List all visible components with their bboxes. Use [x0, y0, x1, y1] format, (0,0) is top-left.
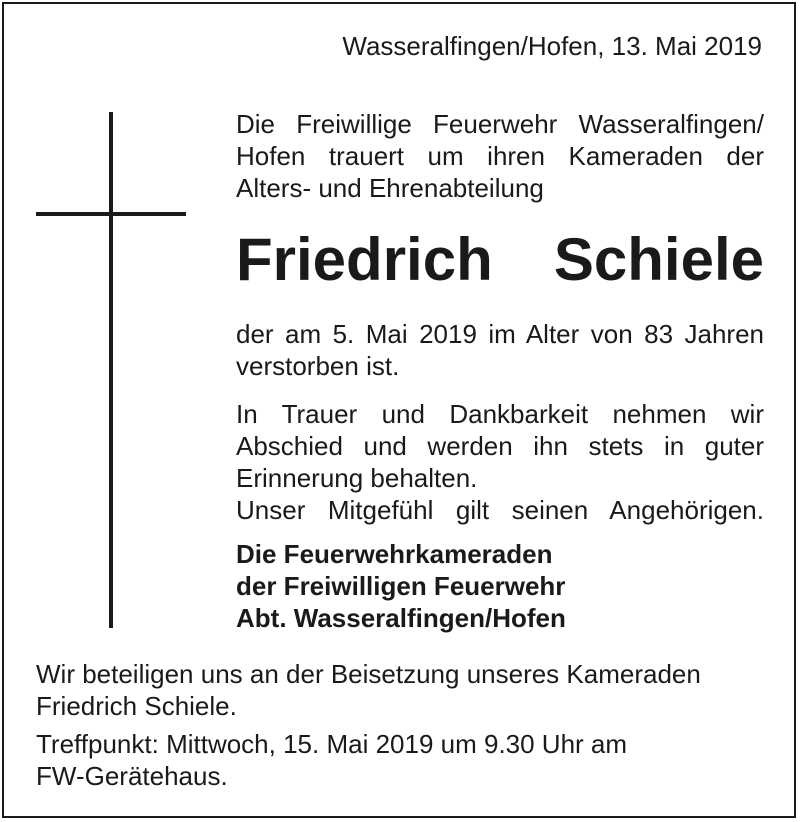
intro-text	[236, 108, 764, 204]
intro-line: Die Freiwillige Feuerwehr Wasseralfingen/	[236, 109, 764, 139]
death-text	[236, 318, 764, 382]
funeral-line: Friedrich Schiele.	[36, 691, 237, 721]
signature-line: der Freiwilligen Feuerwehr	[236, 571, 566, 601]
dateline: Wasseralfingen/Hofen, 13. Mai 2019	[342, 31, 762, 61]
meeting-line: FW-Gerätehaus.	[36, 761, 228, 791]
intro-line: Hofen trauert um ihren Kameraden der	[236, 141, 764, 171]
signature	[236, 538, 764, 634]
cross-icon-vertical	[109, 112, 113, 628]
signature-line: Abt. Wasseralfingen/Hofen	[236, 603, 566, 633]
death-line: der am 5. Mai 2019 im Alter von 83 Jahren	[236, 319, 764, 349]
farewell-line: Abschied und werden ihn stets in guter	[236, 431, 764, 461]
farewell-line: In Trauer und Dankbarkeit nehmen wir	[236, 399, 764, 429]
cross-icon-horizontal	[36, 212, 186, 216]
intro-line: Alters- und Ehrenabteilung	[236, 173, 544, 203]
meeting-text	[36, 728, 776, 792]
farewell-line: Unser Mitgefühl gilt seinen Angehörigen.	[236, 495, 764, 525]
deceased-name: Friedrich Schiele	[236, 226, 764, 293]
death-line: verstorben ist.	[236, 351, 400, 381]
farewell-line: Erinnerung behalten.	[236, 463, 478, 493]
funeral-line: Wir beteiligen uns an der Beisetzung unseres Kameraden	[36, 659, 701, 689]
farewell-text	[236, 398, 764, 526]
funeral-text	[36, 658, 776, 722]
meeting-line: Treffpunkt: Mittwoch, 15. Mai 2019 um 9.30 Uhr am	[36, 729, 628, 759]
signature-line: Die Feuerwehrkameraden	[236, 539, 553, 569]
